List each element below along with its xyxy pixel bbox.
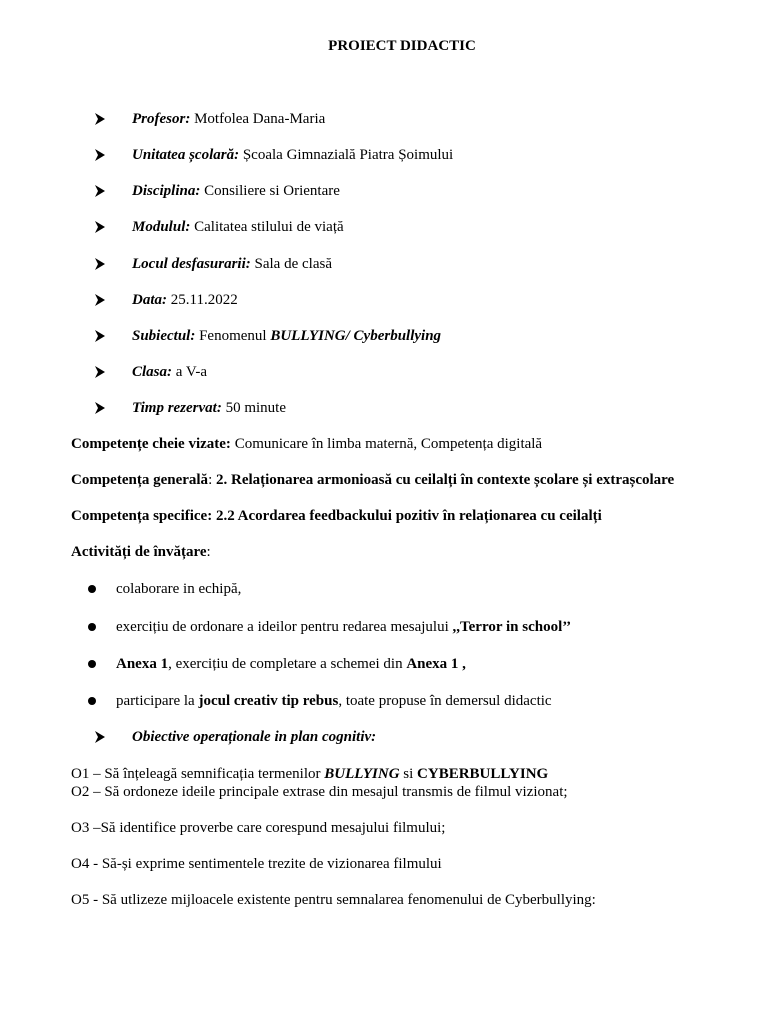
header-value: Consiliere si Orientare — [200, 183, 340, 199]
list-item-text: colaborare in echipă, — [116, 581, 242, 597]
obiective-heading: Obiective operaționale in plan cognitiv: — [132, 729, 377, 745]
header-value-emphasis: BULLYING/ Cyberbullying — [270, 328, 442, 344]
objective-o2: O2 – Să ordoneze ideile principale extrase din mesajul transmis de filmul vizionat; — [71, 784, 568, 800]
arrow-bullet-icon — [94, 146, 108, 164]
arrow-bullet-icon — [94, 291, 108, 309]
header-value: Școala Gimnazială Piatra Șoimului — [239, 147, 454, 163]
header-value: 25.11.2022 — [167, 292, 238, 308]
activitati-heading — [71, 543, 211, 561]
header-label: Subiectul: — [132, 328, 196, 344]
competenta-generala-label: Competența generală — [71, 472, 209, 488]
document-title: PROIECT DIDACTIC — [328, 38, 476, 54]
competenta-specifice — [71, 507, 602, 525]
competenta-generala — [71, 471, 674, 489]
header-label: Locul desfasurarii: — [132, 256, 251, 272]
header-value: Sala de clasă — [250, 256, 332, 272]
competenta-generala-value: 2. Relaționarea armonioasă cu ceilalți în contexte școlare și extrașcolare — [215, 472, 675, 488]
list-item-text: , exercițiu de completare a schemei din — [168, 656, 407, 672]
header-label: Disciplina: — [132, 183, 201, 199]
bullet-dot-icon — [88, 697, 96, 705]
competenta-specifice-value: 2.2 Acordarea feedbackului pozitiv în relaționarea cu ceilalți — [215, 508, 602, 524]
list-item-emphasis: ,,Terror in school’’ — [452, 619, 572, 635]
list-item-emphasis: jocul creativ tip rebus — [198, 693, 339, 709]
arrow-bullet-icon — [94, 110, 108, 128]
bullet-dot-icon — [88, 585, 96, 593]
header-label: Data: — [132, 292, 167, 308]
objective-o4: O4 - Să-și exprime sentimentele trezite de vizionarea filmului — [71, 856, 442, 872]
header-value: Fenomenul — [195, 328, 271, 344]
arrow-bullet-icon — [94, 399, 108, 417]
header-value: a V-a — [172, 364, 208, 380]
list-item-emphasis: Anexa 1 — [116, 656, 169, 672]
activitati-label: Activități de învățare — [71, 544, 207, 560]
competente-cheie — [71, 435, 542, 453]
header-label: Modulul: — [132, 219, 191, 235]
competenta-generala-sep: : — [208, 472, 216, 488]
header-label: Timp rezervat: — [132, 400, 222, 416]
competente-cheie-value: Comunicare în limba maternă, Competența digitală — [230, 436, 543, 452]
activitati-sep: : — [206, 544, 211, 560]
arrow-bullet-icon — [94, 255, 108, 273]
header-label: Unitatea școlară: — [132, 147, 240, 163]
header-value: Calitatea stilului de viață — [190, 219, 344, 235]
bullet-dot-icon — [88, 623, 96, 631]
arrow-bullet-icon — [94, 182, 108, 200]
competente-cheie-label: Competențe cheie vizate: — [71, 436, 231, 452]
header-value: Motfolea Dana-Maria — [190, 111, 326, 127]
list-item-text: exercițiu de ordonare a ideilor pentru redarea mesajului — [116, 619, 453, 635]
header-label: Profesor: — [132, 111, 191, 127]
objective-o3: O3 –Să identifice proverbe care corespund mesajului filmului; — [71, 820, 446, 836]
list-item-text: participare la — [116, 693, 199, 709]
objective-o1: O1 – Să înțeleagă semnificația termenilor BULLYING si CYBERBULLYING — [71, 766, 549, 782]
arrow-bullet-icon — [94, 728, 108, 746]
header-value: 50 minute — [221, 400, 287, 416]
arrow-bullet-icon — [94, 327, 108, 345]
list-item-emphasis: Anexa 1 , — [406, 656, 466, 672]
objective-o5: O5 - Să utlizeze mijloacele existente pentru semnalarea fenomenului de Cyberbullying: — [71, 892, 596, 908]
arrow-bullet-icon — [94, 218, 108, 236]
list-item-text: , toate propuse în demersul didactic — [338, 693, 552, 709]
header-label: Clasa: — [132, 364, 173, 380]
competenta-specifice-label: Competența specifice: — [71, 508, 216, 524]
bullet-dot-icon — [88, 660, 96, 668]
arrow-bullet-icon — [94, 363, 108, 381]
